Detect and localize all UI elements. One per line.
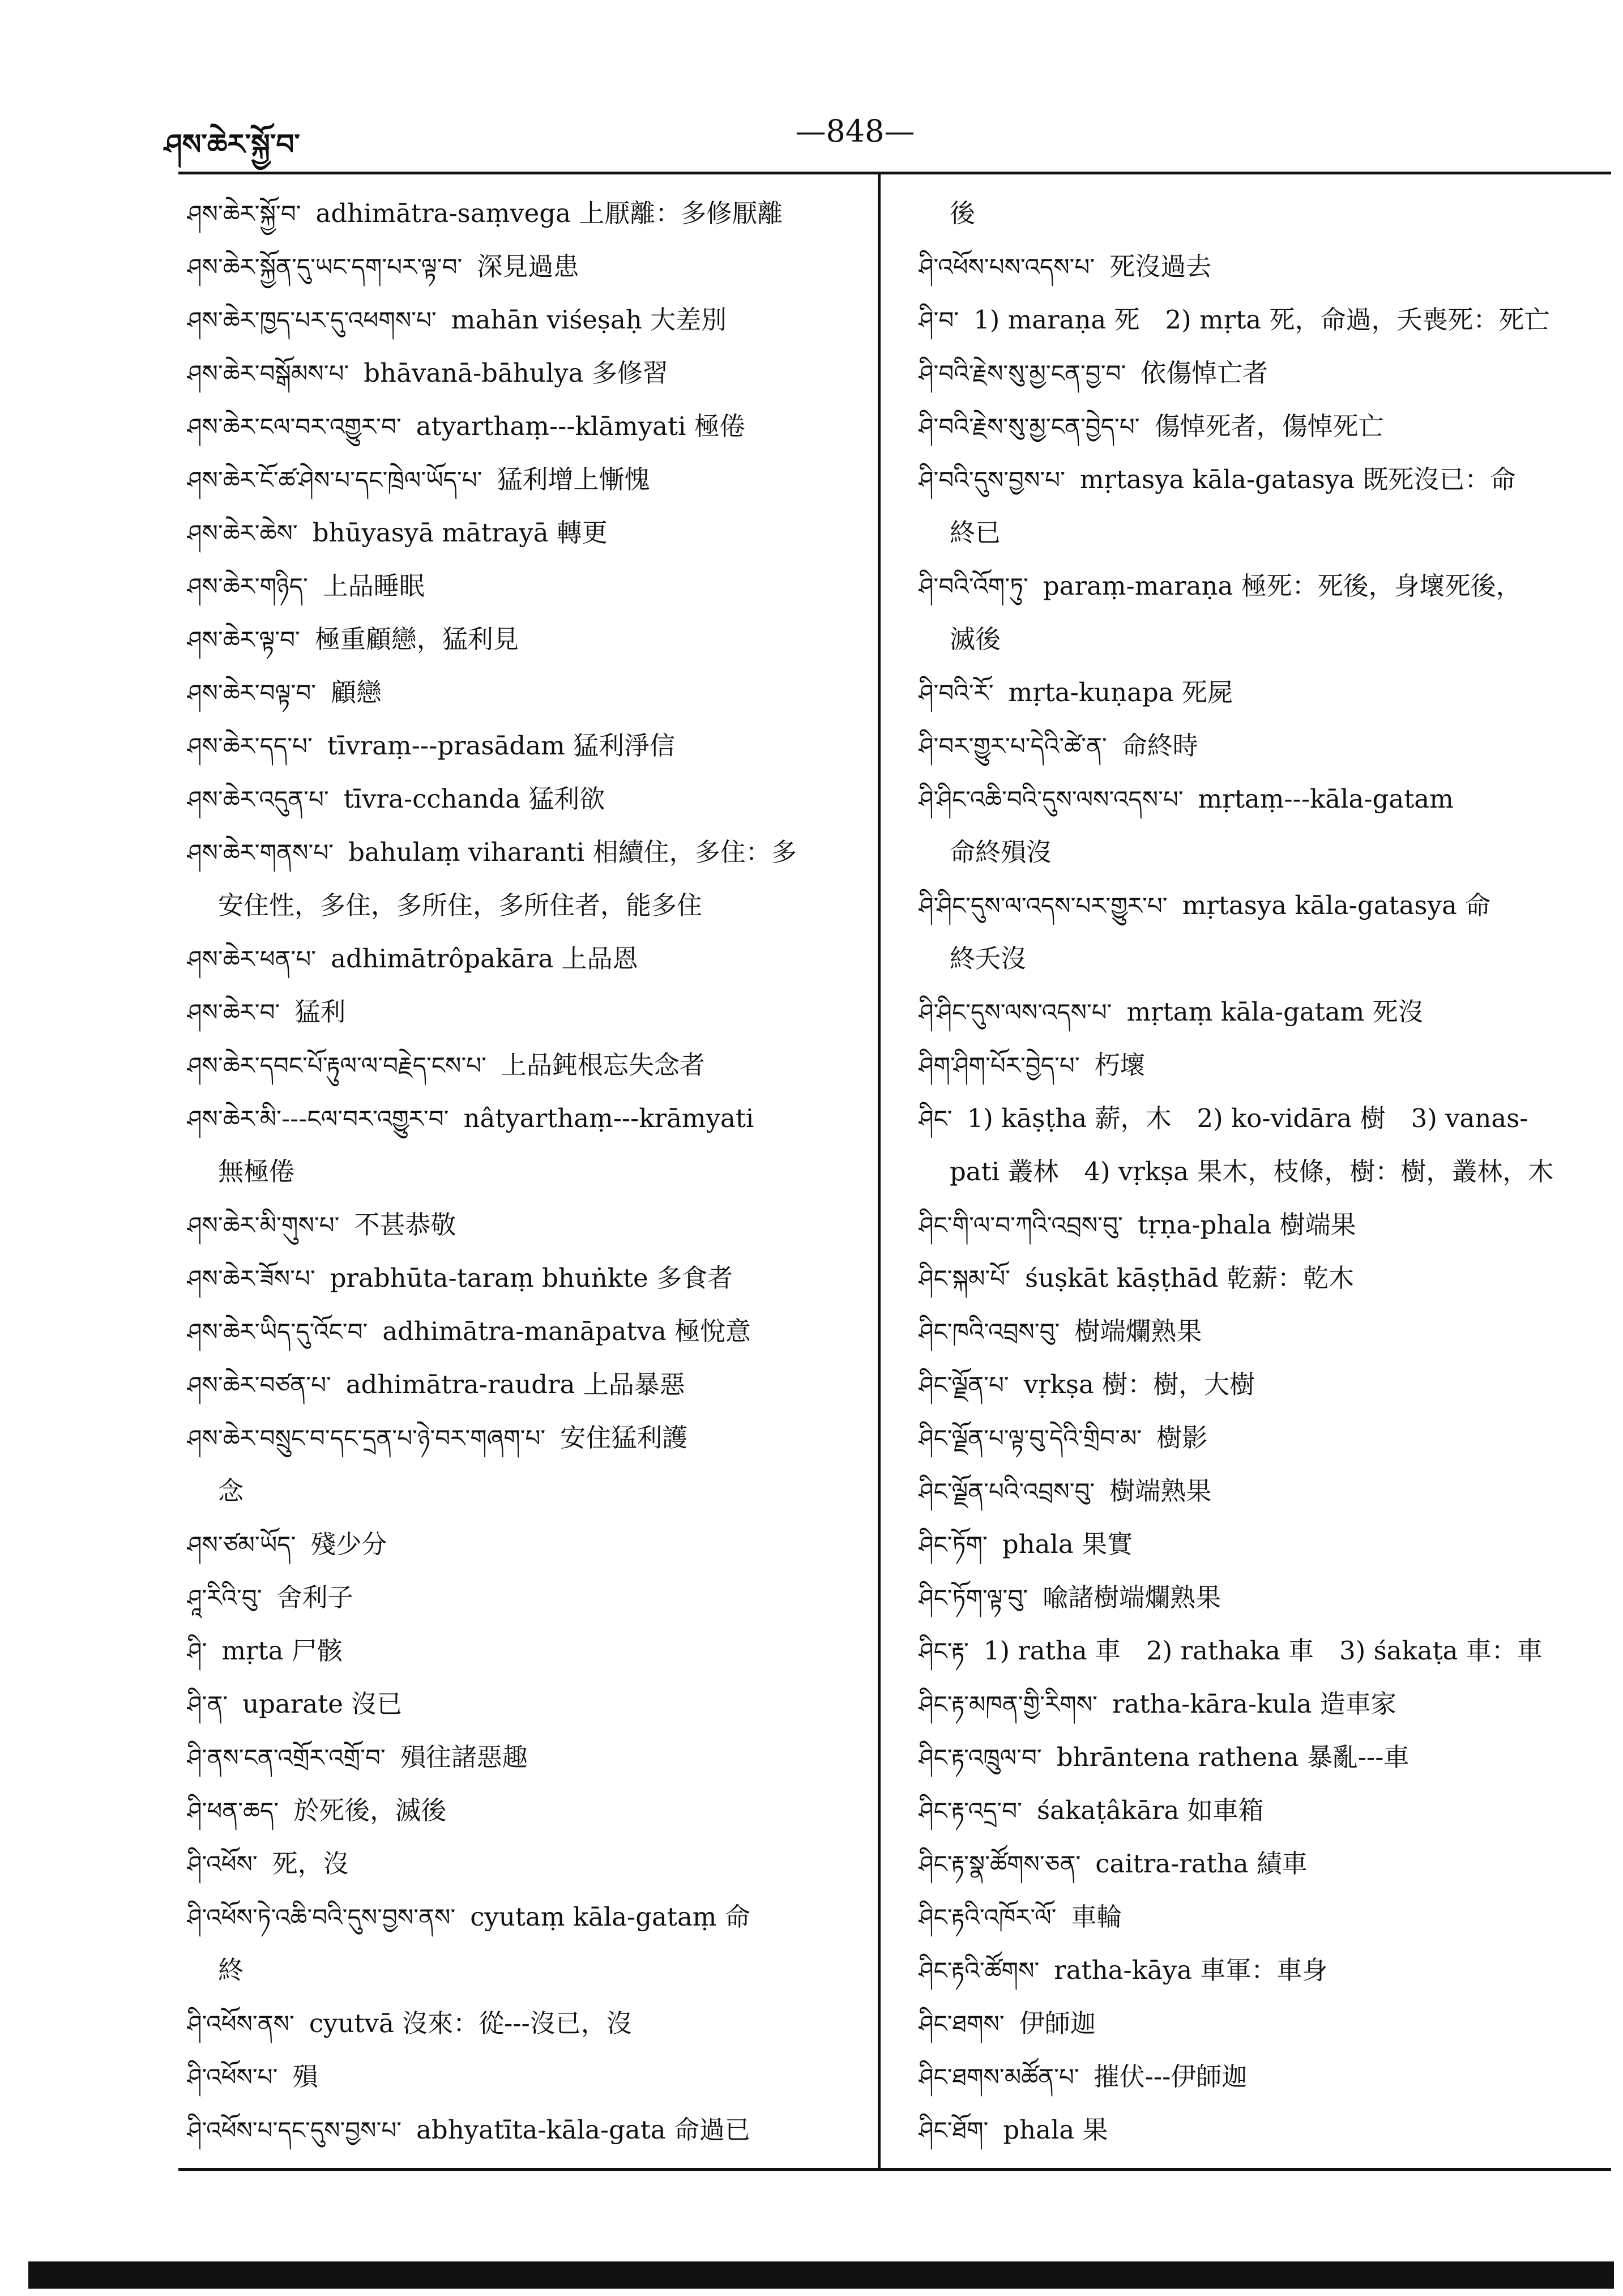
dictionary-entry xyxy=(919,1624,1598,1678)
tibetan-headword: ཤི་ཤིང་འཆི་བའི་དུས་ལས་འདས་པ་ xyxy=(919,786,1184,813)
tibetan-headword: ཤི་ xyxy=(187,1637,207,1665)
tibetan-headword: ཤིང་ཏོག་ལྟ་བུ་ xyxy=(919,1584,1028,1612)
dictionary-entry xyxy=(919,1678,1598,1731)
tibetan-headword: ཤིང་གི་ལ་བ་ཀའི་འབྲས་བུ་ xyxy=(919,1211,1123,1239)
dictionary-entry xyxy=(919,1997,1598,2050)
dictionary-entry xyxy=(187,1518,861,1571)
dictionary-entry xyxy=(187,1571,861,1624)
dictionary-entry xyxy=(919,2103,1598,2157)
dictionary-entry xyxy=(187,1837,861,1890)
dictionary-entry xyxy=(187,932,861,985)
dictionary-entry xyxy=(919,1518,1598,1571)
entry-definition: 依傷悼亡者 xyxy=(1141,358,1268,388)
entry-definition: mahān viśeṣaḥ 大差別 xyxy=(451,305,727,335)
entry-definition: cyutvā 沒來：從---沒已，沒 xyxy=(309,2008,632,2038)
tibetan-headword: ཤས་ཆེར་ཁྱད་པར་དུ་འཕགས་པ་ xyxy=(187,306,437,334)
dictionary-entry xyxy=(919,560,1598,613)
tibetan-headword: ཤིང་ཁའི་འབྲས་བུ་ xyxy=(919,1318,1060,1346)
tibetan-headword: ཤས་ཆེར་བསྲུང་བ་དང་དྲན་པ་ཉེ་བར་གཞག་པ་ xyxy=(187,1424,546,1452)
entry-definition: cyutaṃ kāla-gataṃ 命 xyxy=(470,1902,750,1932)
entry-definition: 樹端爛熟果 xyxy=(1074,1316,1202,1346)
dictionary-entry xyxy=(187,1678,861,1731)
tibetan-headword: ཤིང་ལྗོན་པ་ལྟ་བུ་དེའི་གྲིབ་མ་ xyxy=(919,1424,1142,1452)
dictionary-entry xyxy=(919,773,1598,826)
tibetan-headword: ཤི་བའི་རོ་ xyxy=(919,679,994,707)
tibetan-headword: ཤིང་ཐགས་ xyxy=(919,2010,1005,2038)
tibetan-headword: ཤི་བར་གྱུར་པ་དེའི་ཚེ་ན་ xyxy=(919,732,1107,760)
tibetan-headword: ཤིང་རྟ་སྣ་ཚོགས་ཅན་ xyxy=(919,1850,1081,1878)
tibetan-headword: ཤིང་ xyxy=(919,1105,953,1133)
entry-continuation xyxy=(187,1944,861,1997)
entry-definition: adhimātra-raudra 上品暴惡 xyxy=(345,1369,685,1399)
tibetan-headword: ཤས་ཆེར་ངོ་ཚ་ཤེས་པ་དང་ཁྲེལ་ཡོད་པ་ xyxy=(187,466,482,494)
dictionary-entry xyxy=(187,293,861,347)
dictionary-entry xyxy=(187,400,861,453)
entry-definition: 安住猛利護 xyxy=(560,1423,688,1453)
tibetan-headword: ཤི་འཕོས་པ་དང་དུས་བྱས་པ་ xyxy=(187,2116,402,2144)
tibetan-headword: ཤས་ཆེར་བལྟ་བ་ xyxy=(187,679,317,707)
tibetan-headword: ཤི་བའི་འོག་ཏུ་ xyxy=(919,573,1028,600)
entry-definition: adhimātra-saṃvega 上厭離：多修厭離 xyxy=(315,198,783,228)
top-rule xyxy=(178,172,1611,174)
entry-definition: 1) maraṇa 死 2) mṛta 死，命過，夭喪死：死亡 xyxy=(973,305,1550,335)
dictionary-entry xyxy=(919,666,1598,719)
scan-bottom-band xyxy=(28,2261,1614,2289)
entry-definition: 殘少分 xyxy=(310,1529,387,1559)
left-column xyxy=(187,187,861,2157)
entry-definition: 猛利 xyxy=(294,997,346,1027)
entry-definition: 念 xyxy=(218,1476,244,1506)
tibetan-headword: ཤི་འཕོས་པ་ xyxy=(187,2063,278,2091)
dictionary-entry xyxy=(187,1997,861,2050)
dictionary-entry xyxy=(187,1890,861,1944)
entry-definition: mṛta-kuṇapa 死屍 xyxy=(1008,677,1233,707)
entry-definition: bhrāntena rathena 暴亂---車 xyxy=(1056,1742,1410,1772)
entry-definition: 朽壞 xyxy=(1094,1050,1146,1080)
entry-continuation xyxy=(187,1465,861,1518)
tibetan-headword: ཤས་ཆེར་གཉིད་ xyxy=(187,573,308,600)
entry-definition: 死沒過去 xyxy=(1109,251,1212,281)
dictionary-entry xyxy=(187,1358,861,1411)
entry-continuation xyxy=(919,1145,1598,1198)
entry-definition: pati 叢林 4) vṛkṣa 果木，枝條，樹：樹，叢林，木 xyxy=(950,1156,1554,1187)
tibetan-headword: ཤས་ཆེར་ལྟ་བ་ xyxy=(187,626,300,654)
dictionary-entry xyxy=(187,666,861,719)
dictionary-entry xyxy=(187,773,861,826)
entry-definition: 車輪 xyxy=(1071,1902,1122,1932)
entry-definition: 樹端熟果 xyxy=(1109,1476,1212,1506)
entry-continuation xyxy=(919,187,1598,240)
dictionary-entry xyxy=(919,240,1598,293)
entry-definition: bhāvanā-bāhulya 多修習 xyxy=(364,358,668,388)
entry-definition: 殞 xyxy=(292,2062,318,2092)
dictionary-entry xyxy=(187,1198,861,1252)
entry-definition: 無極倦 xyxy=(218,1156,295,1187)
entry-definition: mṛtasya kāla-gatasya 命 xyxy=(1182,890,1491,920)
entry-continuation xyxy=(919,506,1598,560)
entry-definition: vṛkṣa 樹：樹，大樹 xyxy=(1023,1369,1255,1399)
dictionary-entry xyxy=(919,347,1598,400)
tibetan-headword: ཤས་ཆེར་སྐྱོན་དུ་ཡང་དག་པར་ལྟ་བ་ xyxy=(187,253,463,281)
tibetan-headword: ཤས་ཆེར་ཡིད་དུ་འོང་བ་ xyxy=(187,1318,368,1346)
running-header: ཤས་ཆེར་སྐྱོ་བ་ xyxy=(164,128,300,161)
dictionary-entry xyxy=(919,1092,1598,1145)
dictionary-entry xyxy=(919,1252,1598,1305)
tibetan-headword: ཤས་ཆེར་ཟོས་པ་ xyxy=(187,1265,315,1292)
tibetan-headword: ཤིང་རྟ་མཁན་གྱི་རིགས་ xyxy=(919,1691,1097,1718)
tibetan-headword: ཤས་ཙམ་ཡོད་ xyxy=(187,1531,296,1559)
page-number: —848— xyxy=(795,113,915,149)
tibetan-headword: ཤིག་ཤིག་པོར་བྱེད་པ་ xyxy=(919,1052,1080,1079)
tibetan-headword: ཤིང་རྟ་འདྲ་བ་ xyxy=(919,1797,1022,1825)
entry-definition: 猛利增上慚愧 xyxy=(497,464,650,494)
entry-definition: mṛtaṃ kāla-gatam 死沒 xyxy=(1126,997,1424,1027)
entry-continuation xyxy=(919,613,1598,666)
entry-definition: 殞往諸惡趣 xyxy=(400,1742,528,1772)
entry-definition: abhyatīta-kāla-gata 命過已 xyxy=(416,2115,750,2145)
entry-continuation xyxy=(187,879,861,932)
entry-definition: 命終殞沒 xyxy=(950,837,1052,867)
entry-definition: tīvraṃ---prasādam 猛利淨信 xyxy=(327,731,676,761)
tibetan-headword: ཤི་འཕོས་པས་འདས་པ་ xyxy=(919,253,1095,281)
tibetan-headword: ཤས་ཆེར་བཙན་པ་ xyxy=(187,1371,331,1399)
dictionary-entry xyxy=(187,2050,861,2103)
dictionary-entry xyxy=(919,1305,1598,1358)
tibetan-headword: ཤི་འཕོས་ཏེ་འཆི་བའི་དུས་བྱས་ནས་ xyxy=(187,1904,456,1931)
dictionary-entry xyxy=(919,719,1598,773)
tibetan-headword: ཤིང་རྟའི་ཚོགས་ xyxy=(919,1957,1040,1985)
entry-definition: 極重顧戀，猛利見 xyxy=(314,624,519,654)
entry-definition: 終已 xyxy=(950,518,1001,548)
dictionary-entry xyxy=(919,400,1598,453)
dictionary-entry xyxy=(919,1944,1598,1997)
dictionary-entry xyxy=(919,1837,1598,1890)
entry-definition: 滅後 xyxy=(950,624,1001,654)
tibetan-headword: ཤི་ཕན་ཆད་ xyxy=(187,1797,279,1825)
dictionary-entry xyxy=(919,1411,1598,1465)
dictionary-entry xyxy=(187,1092,861,1145)
entry-definition: 伊師迦 xyxy=(1019,2008,1096,2038)
right-column xyxy=(919,187,1598,2157)
dictionary-entry xyxy=(919,1731,1598,1784)
tibetan-headword: ཤས་ཆེར་བ་ xyxy=(187,998,280,1026)
dictionary-entry xyxy=(187,1624,861,1678)
dictionary-entry xyxy=(919,2050,1598,2103)
dictionary-entry xyxy=(187,1731,861,1784)
entry-definition: 深見過患 xyxy=(477,251,579,281)
entry-definition: bahulaṃ viharanti 相續住，多住：多 xyxy=(348,837,797,867)
entry-definition: adhimātrôpakāra 上品恩 xyxy=(331,944,638,974)
entry-definition: mṛtasya kāla-gatasya 既死沒已：命 xyxy=(1079,464,1516,494)
entry-definition: śuṣkāt kāṣṭhād 乾薪：乾木 xyxy=(1025,1263,1354,1293)
entry-definition: ratha-kāya 車軍：車身 xyxy=(1054,1955,1328,1985)
tibetan-headword: ཤི་འཕོས་ནས་ xyxy=(187,2010,294,2038)
entry-definition: 不甚恭敬 xyxy=(354,1210,456,1240)
dictionary-entry xyxy=(919,1358,1598,1411)
entry-definition: bhūyasyā mātrayā 轉更 xyxy=(312,518,608,548)
dictionary-entry xyxy=(187,1305,861,1358)
dictionary-entry xyxy=(187,347,861,400)
tibetan-headword: ཤས་ཆེར་ཆེས་ xyxy=(187,519,298,547)
entry-definition: 喩諸樹端爛熟果 xyxy=(1043,1582,1221,1612)
dictionary-entry xyxy=(919,1465,1598,1518)
entry-definition: prabhūta-taraṃ bhuṅkte 多食者 xyxy=(330,1263,733,1293)
dictionary-entry xyxy=(187,1252,861,1305)
dictionary-entry xyxy=(187,187,861,240)
entry-definition: adhimātra-manāpatva 極悅意 xyxy=(382,1316,751,1346)
dictionary-entry xyxy=(187,1039,861,1092)
tibetan-headword: ཤིང་རྟ་འཁྲུལ་བ་ xyxy=(919,1744,1042,1772)
dictionary-entry xyxy=(919,879,1598,932)
entry-definition: atyarthaṃ---klāmyati 極倦 xyxy=(416,411,745,441)
tibetan-headword: ཤི་བའི་དུས་བྱས་པ་ xyxy=(919,466,1065,494)
dictionary-entry xyxy=(187,719,861,773)
tibetan-headword: ཤི་ཤིང་དུས་ལ་འདས་པར་གྱུར་པ་ xyxy=(919,892,1168,920)
entry-definition: 傷悼死者，傷悼死亡 xyxy=(1154,411,1384,441)
tibetan-headword: ཤས་ཆེར་བསྒོམས་པ་ xyxy=(187,360,349,387)
tibetan-headword: ཤི་བའི་རྗེས་སུ་མྱ་ངན་བྱེད་པ་ xyxy=(919,413,1140,441)
entry-definition: 上品睡眠 xyxy=(322,571,425,601)
tibetan-headword: ཤི་ན་ xyxy=(187,1691,228,1718)
entry-continuation xyxy=(919,932,1598,985)
tibetan-headword: ཤིང་ཐགས་མཚོན་པ་ xyxy=(919,2063,1079,2091)
tibetan-headword: ཤས་ཆེར་མི་གུས་པ་ xyxy=(187,1211,340,1239)
tibetan-headword: ཤི་བ་ xyxy=(919,306,959,334)
entry-definition: 舍利子 xyxy=(276,1582,353,1612)
entry-definition: 於死後，滅後 xyxy=(293,1795,447,1825)
tibetan-headword: ཤིང་སྐམ་པོ་ xyxy=(919,1265,1010,1292)
entry-definition: 摧伏---伊師迦 xyxy=(1094,2062,1248,2092)
tibetan-headword: ཤས་ཆེར་ངལ་བར་འགྱུར་བ་ xyxy=(187,413,402,441)
tibetan-headword: ཤས་ཆེར་མི་---ངལ་བར་འགྱུར་བ་ xyxy=(187,1105,449,1133)
tibetan-headword: ཤིང་ལྗོན་པའི་འབྲས་བུ་ xyxy=(919,1478,1095,1505)
dictionary-entry xyxy=(919,293,1598,347)
tibetan-headword: ཤིང་རྟའི་འཁོར་ལོ་ xyxy=(919,1904,1057,1931)
tibetan-headword: ཤས་ཆེར་དད་པ་ xyxy=(187,732,313,760)
entry-definition: 終 xyxy=(218,1955,244,1985)
dictionary-entry xyxy=(187,613,861,666)
entry-definition: phala 果實 xyxy=(1002,1529,1133,1559)
entry-definition: 上品鈍根忘失念者 xyxy=(501,1050,705,1080)
tibetan-headword: ཤི་བའི་རྗེས་སུ་མྱ་ངན་བྱ་བ་ xyxy=(919,360,1126,387)
dictionary-entry xyxy=(187,985,861,1039)
dictionary-entry xyxy=(187,1784,861,1837)
entry-definition: 終夭沒 xyxy=(950,944,1027,974)
entry-definition: mṛta 尸骸 xyxy=(221,1636,343,1666)
dictionary-entry xyxy=(187,240,861,293)
entry-definition: 死，沒 xyxy=(272,1849,349,1879)
dictionary-entry xyxy=(187,1411,861,1465)
entry-definition: uparate 沒已 xyxy=(242,1689,403,1719)
tibetan-headword: ཤི་ནས་ངན་འགྲོར་འགྲོ་བ་ xyxy=(187,1744,386,1772)
entry-definition: ratha-kāra-kula 造車家 xyxy=(1112,1689,1396,1719)
entry-continuation xyxy=(187,1145,861,1198)
tibetan-headword: ཤས་ཆེར་སྐྱོ་བ་ xyxy=(187,200,301,228)
tibetan-headword: ཤས་ཆེར་ཕན་པ་ xyxy=(187,945,317,973)
entry-definition: 樹影 xyxy=(1156,1423,1208,1453)
dictionary-entry xyxy=(187,560,861,613)
tibetan-headword: ཤིང་ཐོག་ xyxy=(919,2116,989,2144)
tibetan-headword: ཤས་ཆེར་འདུན་པ་ xyxy=(187,786,329,813)
dictionary-entry xyxy=(919,1571,1598,1624)
dictionary-entry xyxy=(919,1784,1598,1837)
entry-definition: śakaṭâkāra 如車箱 xyxy=(1037,1795,1264,1825)
dictionary-entry xyxy=(187,506,861,560)
tibetan-headword: ཤས་ཆེར་དབང་པོ་རྟུལ་ལ་བརྗེད་ངས་པ་ xyxy=(187,1052,486,1079)
tibetan-headword: ཤས་ཆེར་གནས་པ་ xyxy=(187,839,334,867)
entry-definition: caitra-ratha 績車 xyxy=(1095,1849,1308,1879)
tibetan-headword: ཤཱ་རིའི་བུ་ xyxy=(187,1584,262,1612)
tibetan-headword: ཤིང་ལྗོན་པ་ xyxy=(919,1371,1009,1399)
entry-definition: 安住性，多住，多所住，多所住者，能多住 xyxy=(218,890,703,920)
dictionary-entry xyxy=(919,1198,1598,1252)
entry-definition: mṛtaṃ---kāla-gatam xyxy=(1198,784,1454,814)
dictionary-entry xyxy=(187,2103,861,2157)
entry-definition: 1) kāṣṭha 薪，木 2) ko-vidāra 樹 3) vanas- xyxy=(967,1103,1528,1133)
dictionary-entry xyxy=(919,985,1598,1039)
entry-definition: 顧戀 xyxy=(331,677,382,707)
entry-definition: 1) ratha 車 2) rathaka 車 3) śakaṭa 車：車 xyxy=(983,1636,1543,1666)
entry-definition: tṛṇa-phala 樹端果 xyxy=(1137,1210,1356,1240)
tibetan-headword: ཤི་ཤིང་དུས་ལས་འདས་པ་ xyxy=(919,998,1112,1026)
entry-definition: 命終時 xyxy=(1121,731,1198,761)
column-divider xyxy=(878,172,881,2168)
dictionary-entry xyxy=(919,1039,1598,1092)
tibetan-headword: ཤི་འཕོས་ xyxy=(187,1850,258,1878)
tibetan-headword: ཤིང་ཏོག་ xyxy=(919,1531,988,1559)
dictionary-entry xyxy=(919,453,1598,506)
dictionary-entry xyxy=(187,453,861,506)
entry-definition: nâtyarthaṃ---krāmyati xyxy=(463,1103,754,1133)
tibetan-headword: ཤིང་རྟ་ xyxy=(919,1637,969,1665)
entry-definition: paraṃ-maraṇa 極死：死後，身壞死後， xyxy=(1043,571,1522,601)
entry-definition: 後 xyxy=(950,198,976,228)
dictionary-entry xyxy=(187,826,861,879)
entry-continuation xyxy=(919,826,1598,879)
bottom-rule xyxy=(178,2168,1611,2171)
entry-definition: tīvra-cchanda 猛利欲 xyxy=(343,784,605,814)
entry-definition: phala 果 xyxy=(1003,2115,1108,2145)
dictionary-entry xyxy=(919,1890,1598,1944)
